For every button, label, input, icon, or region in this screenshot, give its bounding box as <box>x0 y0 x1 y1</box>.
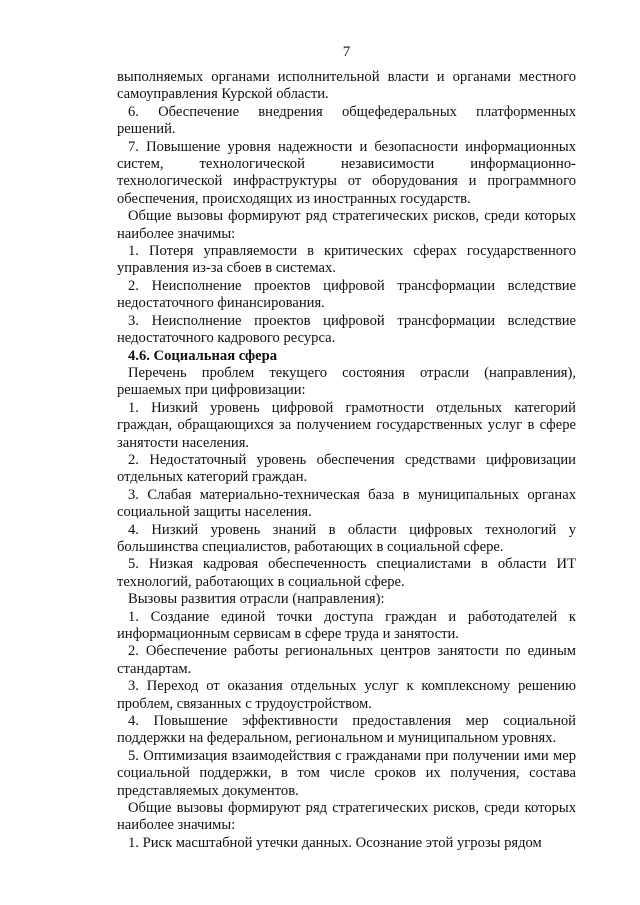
paragraph: 2. Обеспечение работы региональных центров занятости по единым стандартам. <box>117 643 576 677</box>
paragraph: Вызовы развития отрасли (направления): <box>128 591 385 608</box>
page-number: 7 <box>342 44 351 60</box>
paragraph: 1. Риск масштабной утечки данных. Осознание этой угрозы рядом <box>128 834 542 851</box>
paragraph: Общие вызовы формируют ряд стратегических рисков, среди которых наиболее значимы: <box>117 800 576 834</box>
paragraph: 3. Переход от оказания отдельных услуг к комплексному решению проблем, связанных с трудоустройством. <box>117 678 576 712</box>
paragraph: 3. Слабая материально-техническая база в муниципальных органах социальной защиты населения. <box>117 486 576 521</box>
paragraph: 2. Неисполнение проектов цифровой трансформации вследствие недостаточного финансирования. <box>117 277 576 312</box>
paragraph: Перечень проблем текущего состояния отрасли (направления), решаемых при цифровизации: <box>117 364 576 399</box>
paragraph: 4. Повышение эффективности предоставления мер социальной поддержки на федеральном, региональном и муниципальном уровнях. <box>117 713 576 747</box>
paragraph: 1. Потеря управляемости в критических сферах государственного управления из-за сбоев в системах. <box>117 243 576 277</box>
paragraph: 3. Неисполнение проектов цифровой трансформации вследствие недостаточного кадрового ресурса. <box>117 312 576 347</box>
document-page <box>117 0 576 905</box>
paragraph: 2. Недостаточный уровень обеспечения средствами цифровизации отдельных категорий граждан. <box>117 451 576 486</box>
paragraph: 5. Оптимизация взаимодействия с гражданами при получении ими мер социальной поддержки, в том числе сроков их получения, состава представляемых документов. <box>117 747 576 799</box>
paragraph: 6. Обеспечение внедрения общефедеральных платформенных решений. <box>117 103 576 138</box>
paragraph: 5. Низкая кадровая обеспеченность специалистами в области ИТ технологий, работающих в социальной сфере. <box>117 556 576 590</box>
paragraph: 4. Низкий уровень знаний в области цифровых технологий у большинства специалистов, работающих в социальной сфере. <box>117 521 576 555</box>
document-body <box>117 69 576 852</box>
paragraph: 1. Создание единой точки доступа граждан и работодателей к информационным сервисам в сфере труда и занятости. <box>117 608 576 642</box>
paragraph: 1. Низкий уровень цифровой грамотности отдельных категорий граждан, обращающихся за получением государственных услуг в сфере занятости населения. <box>117 399 576 451</box>
paragraph: Общие вызовы формируют ряд стратегических рисков, среди которых наиболее значимы: <box>117 208 576 242</box>
paragraph: 7. Повышение уровня надежности и безопасности информационных систем, технологической независимости информационно-технологической инфраструктуры от оборудования и программного обеспечения, происходящих из иностранных государств. <box>117 138 576 207</box>
paragraph: выполняемых органами исполнительной власти и органами местного самоуправления Курской области. <box>117 69 576 103</box>
section-heading: 4.6. Социальная сфера <box>128 347 278 364</box>
